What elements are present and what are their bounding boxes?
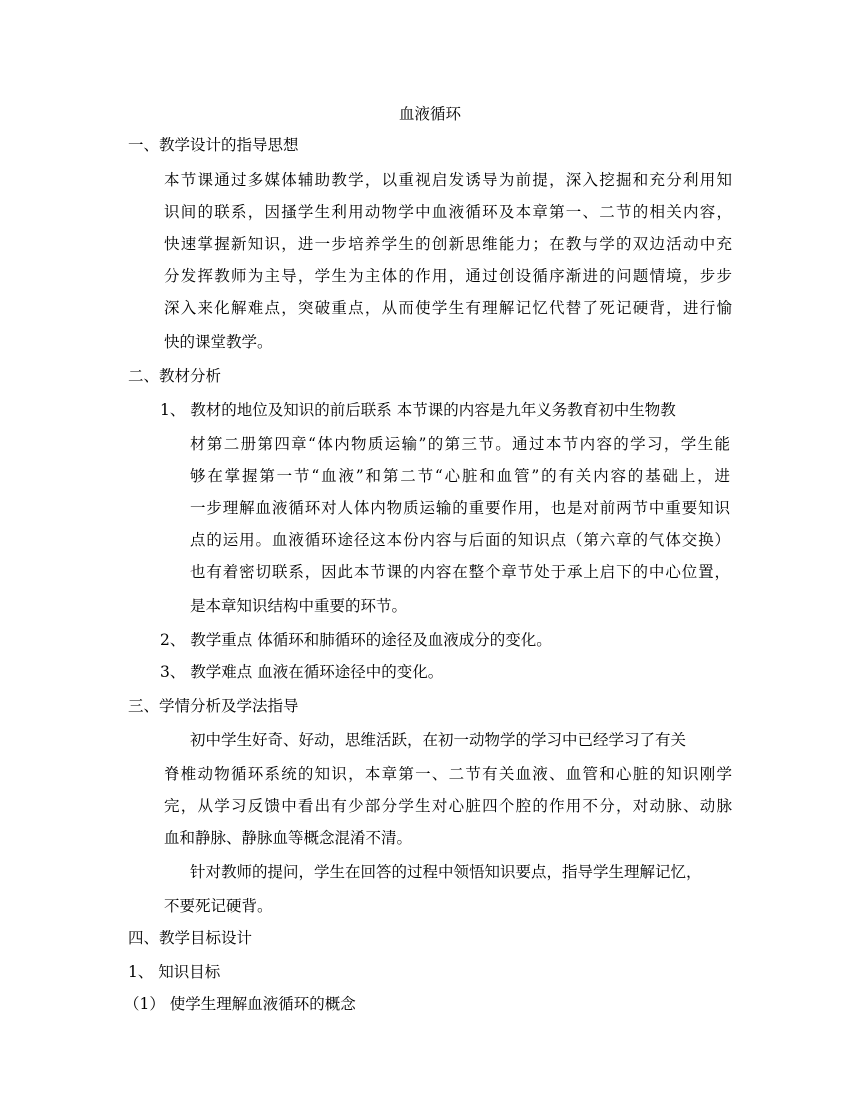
s2-item1-line-3: 够在掌握第一节“血液”和第二节“心脏和血管”的有关内容的基础上，进	[190, 467, 730, 485]
s2-item1-line-7: 是本章知识结构中重要的环节。	[190, 597, 408, 615]
s3-p1-line-1: 初中学生好奇、好动，思维活跃，在初一动物学的学习中已经学习了有关	[190, 731, 687, 749]
s3-p1-line-2: 脊椎动物循环系统的知识，本章第一、二节有关血液、血管和心脏的知识刚学	[164, 765, 732, 783]
s1-line-3: 快速掌握新知识，进一步培养学生的创新思维能力；在教与学的双边活动中充	[164, 235, 732, 253]
s1-line-2: 识间的联系，因搔学生利用动物学中血液循环及本章第一、二节的相关内容，	[164, 203, 732, 221]
s2-item1-line-4: 一步理解血液循环对人体内物质运输的重要作用，也是对前两节中重要知识	[190, 499, 730, 517]
s4-item1: 1、 知识目标	[128, 963, 221, 981]
s1-line-5: 深入来化解难点，突破重点，从而使学生有理解记忆代替了死记硬背，进行愉	[164, 299, 732, 317]
s1-line-1: 本节课通过多媒体辅助教学，以重视启发诱导为前提，深入挖掘和充分利用知	[164, 171, 732, 189]
s4-sub1: （1） 使学生理解血液循环的概念	[124, 995, 356, 1013]
s2-item3: 3、 教学难点 血液在循环途径中的变化。	[160, 663, 444, 681]
section-heading-1: 一、教学设计的指导思想	[128, 136, 299, 154]
section-heading-4: 四、教学目标设计	[128, 929, 253, 947]
s1-line-6: 快的课堂教学。	[164, 333, 273, 351]
s2-item1-line-1: 1、 教材的地位及知识的前后联系 本节课的内容是九年义务教育初中生物教	[160, 401, 676, 419]
s1-line-4: 分发挥教师为主导，学生为主体的作用，通过创设循序渐进的问题情境，步步	[164, 267, 732, 285]
s2-item1-line-5: 点的运用。血液循环途径这本份内容与后面的知识点（第六章的气体交换）	[190, 531, 730, 549]
section-heading-2: 二、教材分析	[128, 367, 222, 385]
s3-p2-line-1: 针对教师的提问，学生在回答的过程中领悟知识要点，指导学生理解记忆，	[190, 863, 702, 881]
s2-item1-line-6: 也有着密切联系，因此本节课的内容在整个章节处于承上启下的中心位置，	[190, 563, 730, 581]
s2-item2: 2、 教学重点 体循环和肺循环的途径及血液成分的变化。	[160, 631, 552, 649]
s3-p1-line-4: 血和静脉、静脉血等概念混淆不清。	[164, 829, 413, 847]
s2-item1-line-2: 材第二册第四章“体内物质运输”的第三节。通过本节内容的学习，学生能	[190, 435, 730, 453]
s3-p2-line-2: 不要死记硬背。	[164, 897, 273, 915]
section-heading-3: 三、学情分析及学法指导	[128, 697, 299, 715]
s3-p1-line-3: 完，从学习反馈中看出有少部分学生对心脏四个腔的作用不分，对动脉、动脉	[164, 797, 732, 815]
document-title: 血液循环	[398, 105, 461, 123]
